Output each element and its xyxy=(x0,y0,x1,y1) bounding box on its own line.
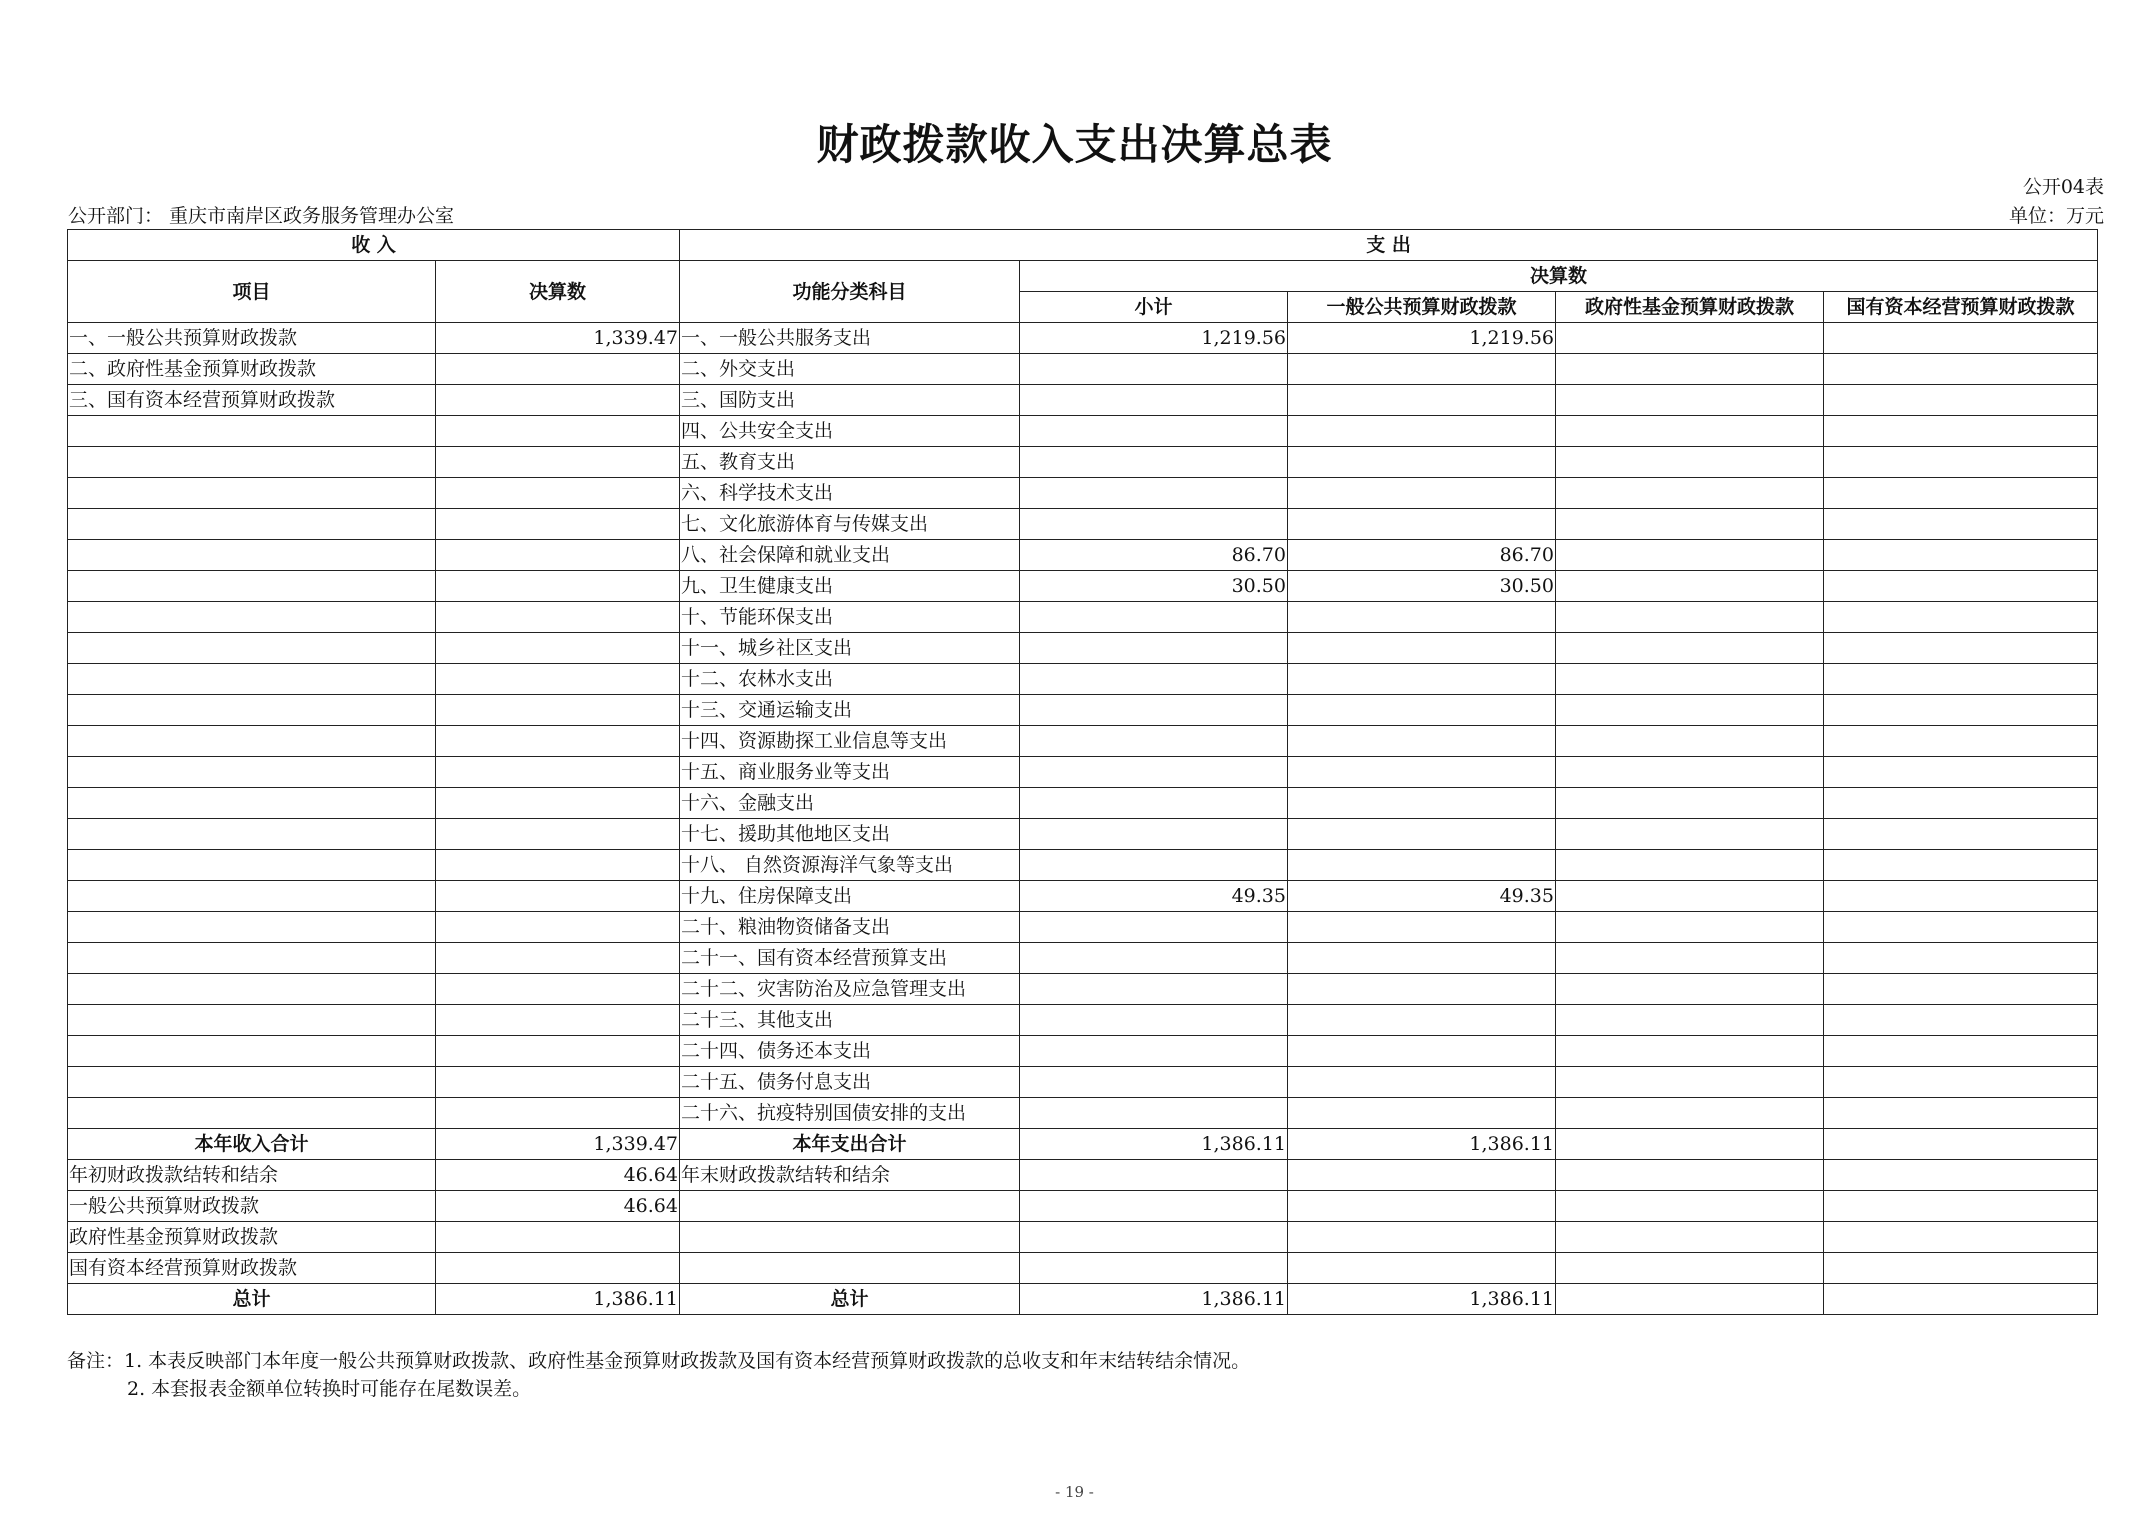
note-line-1: 备注：1. 本表反映部门本年度一般公共预算财政拨款、政府性基金预算财政拨款及国有资本经营预算财政拨款的总收支和年末结转结余情况。 xyxy=(67,1350,1251,1372)
expense-gov-fund xyxy=(1556,416,1824,447)
amount-header: 决算数 xyxy=(436,261,680,323)
income-item xyxy=(68,509,436,540)
expense-category: 五、教育支出 xyxy=(680,447,1020,478)
income-item xyxy=(68,726,436,757)
income-item xyxy=(68,571,436,602)
table-row xyxy=(68,726,2098,757)
empty-cell xyxy=(1556,1160,1824,1191)
year-expense-state-capital xyxy=(1824,1129,2098,1160)
expense-subtotal xyxy=(1020,850,1288,881)
expense-category: 六、科学技术支出 xyxy=(680,478,1020,509)
page-title: 财政拨款收入支出决算总表 xyxy=(816,120,1333,169)
expense-subtotal: 86.70 xyxy=(1020,540,1288,571)
income-amount xyxy=(436,509,680,540)
income-amount xyxy=(436,881,680,912)
expense-category: 九、卫生健康支出 xyxy=(680,571,1020,602)
income-item xyxy=(68,1098,436,1129)
income-header: 收 入 xyxy=(68,230,680,261)
table-row xyxy=(68,447,2098,478)
expense-general xyxy=(1288,943,1556,974)
table-row xyxy=(68,633,2098,664)
note-line-2: 2. 本套报表金额单位转换时可能存在尾数误差。 xyxy=(127,1378,532,1400)
expense-state-capital xyxy=(1824,788,2098,819)
gov-fund-header: 政府性基金预算财政拨款 xyxy=(1556,292,1824,323)
expense-state-capital xyxy=(1824,478,2098,509)
income-amount xyxy=(436,757,680,788)
expense-gov-fund xyxy=(1556,540,1824,571)
expense-gov-fund xyxy=(1556,1098,1824,1129)
income-item: 一、一般公共预算财政拨款 xyxy=(68,323,436,354)
income-item xyxy=(68,850,436,881)
income-amount xyxy=(436,1036,680,1067)
income-amount xyxy=(436,602,680,633)
expense-state-capital xyxy=(1824,323,2098,354)
expense-gov-fund xyxy=(1556,1005,1824,1036)
expense-gov-fund xyxy=(1556,757,1824,788)
begin-general-value: 46.64 xyxy=(436,1191,680,1222)
table-row xyxy=(68,1036,2098,1067)
expense-state-capital xyxy=(1824,633,2098,664)
expense-category: 三、国防支出 xyxy=(680,385,1020,416)
table-row xyxy=(68,881,2098,912)
expense-general: 86.70 xyxy=(1288,540,1556,571)
expense-gov-fund xyxy=(1556,509,1824,540)
income-amount xyxy=(436,478,680,509)
expense-gov-fund xyxy=(1556,881,1824,912)
begin-gov-fund-label: 政府性基金预算财政拨款 xyxy=(68,1222,436,1253)
unit-label: 单位：万元 xyxy=(2008,205,2104,227)
expense-category: 八、社会保障和就业支出 xyxy=(680,540,1020,571)
empty-cell xyxy=(1824,1191,2098,1222)
year-total-row xyxy=(68,1129,2098,1160)
expense-state-capital xyxy=(1824,571,2098,602)
expense-gov-fund xyxy=(1556,385,1824,416)
income-item xyxy=(68,974,436,1005)
expense-general xyxy=(1288,416,1556,447)
expense-state-capital xyxy=(1824,540,2098,571)
expense-gov-fund xyxy=(1556,571,1824,602)
empty-cell xyxy=(1288,1191,1556,1222)
income-item xyxy=(68,819,436,850)
expense-subtotal xyxy=(1020,664,1288,695)
income-amount: 1,339.47 xyxy=(436,323,680,354)
table-row xyxy=(68,478,2098,509)
expense-state-capital xyxy=(1824,354,2098,385)
income-item xyxy=(68,540,436,571)
expense-gov-fund xyxy=(1556,819,1824,850)
income-item: 二、政府性基金预算财政拨款 xyxy=(68,354,436,385)
expense-gov-fund xyxy=(1556,1036,1824,1067)
income-amount xyxy=(436,354,680,385)
expense-subtotal xyxy=(1020,385,1288,416)
expense-subtotal xyxy=(1020,478,1288,509)
expense-category: 二、外交支出 xyxy=(680,354,1020,385)
begin-general-label: 一般公共预算财政拨款 xyxy=(68,1191,436,1222)
expense-subtotal xyxy=(1020,1036,1288,1067)
income-amount xyxy=(436,571,680,602)
expense-subtotal: 1,219.56 xyxy=(1020,323,1288,354)
expense-gov-fund xyxy=(1556,447,1824,478)
expense-category: 十三、交通运输支出 xyxy=(680,695,1020,726)
table-row xyxy=(68,757,2098,788)
income-amount xyxy=(436,540,680,571)
empty-cell xyxy=(1020,1160,1288,1191)
table-row xyxy=(68,416,2098,447)
expense-state-capital xyxy=(1824,385,2098,416)
table-row xyxy=(68,695,2098,726)
empty-cell xyxy=(1824,1284,2098,1315)
expense-general xyxy=(1288,602,1556,633)
expense-gov-fund xyxy=(1556,943,1824,974)
expense-general xyxy=(1288,385,1556,416)
income-item xyxy=(68,1067,436,1098)
expense-state-capital xyxy=(1824,416,2098,447)
income-item xyxy=(68,633,436,664)
empty-cell xyxy=(1556,1191,1824,1222)
income-amount xyxy=(436,447,680,478)
empty-cell xyxy=(1556,1253,1824,1284)
empty-cell xyxy=(1824,1253,2098,1284)
year-expense-subtotal: 1,386.11 xyxy=(1020,1129,1288,1160)
year-income-value: 1,339.47 xyxy=(436,1129,680,1160)
expense-category: 十九、住房保障支出 xyxy=(680,881,1020,912)
expense-state-capital xyxy=(1824,757,2098,788)
income-item xyxy=(68,1005,436,1036)
expense-category: 一、一般公共服务支出 xyxy=(680,323,1020,354)
income-amount xyxy=(436,664,680,695)
empty-cell xyxy=(1288,1253,1556,1284)
income-amount xyxy=(436,850,680,881)
expense-category: 二十一、国有资本经营预算支出 xyxy=(680,943,1020,974)
table-row xyxy=(68,664,2098,695)
income-item xyxy=(68,695,436,726)
expense-state-capital xyxy=(1824,695,2098,726)
empty-cell xyxy=(1288,1160,1556,1191)
table-row xyxy=(68,912,2098,943)
expense-subtotal xyxy=(1020,1067,1288,1098)
expense-subtotal xyxy=(1020,726,1288,757)
income-amount xyxy=(436,974,680,1005)
expense-general xyxy=(1288,664,1556,695)
expense-category: 二十三、其他支出 xyxy=(680,1005,1020,1036)
income-item xyxy=(68,881,436,912)
expense-state-capital xyxy=(1824,602,2098,633)
income-amount xyxy=(436,912,680,943)
expense-general xyxy=(1288,819,1556,850)
year-expense-gov-fund xyxy=(1556,1129,1824,1160)
header-row-2 xyxy=(68,261,2098,292)
empty-cell xyxy=(436,1222,680,1253)
expense-subtotal xyxy=(1020,912,1288,943)
expense-subtotal: 30.50 xyxy=(1020,571,1288,602)
income-amount xyxy=(436,943,680,974)
expense-subtotal xyxy=(1020,354,1288,385)
empty-cell xyxy=(680,1191,1020,1222)
empty-cell xyxy=(1288,1222,1556,1253)
table-row xyxy=(68,974,2098,1005)
income-amount xyxy=(436,416,680,447)
table-row xyxy=(68,788,2098,819)
item-header: 项目 xyxy=(68,261,436,323)
expense-category: 二十、粮油物资储备支出 xyxy=(680,912,1020,943)
expense-subtotal xyxy=(1020,695,1288,726)
expense-general xyxy=(1288,974,1556,1005)
expense-category: 二十二、灾害防治及应急管理支出 xyxy=(680,974,1020,1005)
income-amount xyxy=(436,1005,680,1036)
begin-state-capital-label: 国有资本经营预算财政拨款 xyxy=(68,1253,436,1284)
expense-state-capital xyxy=(1824,726,2098,757)
income-amount xyxy=(436,1067,680,1098)
expense-header: 支 出 xyxy=(680,230,2098,261)
table-row xyxy=(68,1067,2098,1098)
header-row-1 xyxy=(68,230,2098,261)
expense-general xyxy=(1288,788,1556,819)
expense-subtotal: 49.35 xyxy=(1020,881,1288,912)
income-item xyxy=(68,602,436,633)
empty-cell xyxy=(1020,1191,1288,1222)
income-item xyxy=(68,943,436,974)
income-amount xyxy=(436,633,680,664)
notes xyxy=(67,1347,1250,1403)
table-row xyxy=(68,819,2098,850)
expense-gov-fund xyxy=(1556,478,1824,509)
expense-general: 49.35 xyxy=(1288,881,1556,912)
expense-general: 1,219.56 xyxy=(1288,323,1556,354)
expense-subtotal xyxy=(1020,788,1288,819)
expense-subtotal xyxy=(1020,447,1288,478)
expense-general xyxy=(1288,509,1556,540)
expense-gov-fund xyxy=(1556,602,1824,633)
income-amount xyxy=(436,1098,680,1129)
expense-general xyxy=(1288,1036,1556,1067)
income-item xyxy=(68,664,436,695)
begin-state-capital-row xyxy=(68,1253,2098,1284)
expense-state-capital xyxy=(1824,509,2098,540)
expense-state-capital xyxy=(1824,1098,2098,1129)
empty-cell xyxy=(1824,1222,2098,1253)
expense-subtotal xyxy=(1020,1098,1288,1129)
expense-state-capital xyxy=(1824,881,2098,912)
subtotal-header: 小计 xyxy=(1020,292,1288,323)
year-expense-label: 本年支出合计 xyxy=(680,1129,1020,1160)
income-amount xyxy=(436,788,680,819)
grand-total-row xyxy=(68,1284,2098,1315)
expense-category: 七、文化旅游体育与传媒支出 xyxy=(680,509,1020,540)
expense-gov-fund xyxy=(1556,974,1824,1005)
general-header: 一般公共预算财政拨款 xyxy=(1288,292,1556,323)
year-expense-general: 1,386.11 xyxy=(1288,1129,1556,1160)
expense-state-capital xyxy=(1824,447,2098,478)
expense-gov-fund xyxy=(1556,850,1824,881)
category-header: 功能分类科目 xyxy=(680,261,1020,323)
income-item xyxy=(68,1036,436,1067)
department-label: 公开部门： 重庆市南岸区政务服务管理办公室 xyxy=(68,205,455,227)
table-row xyxy=(68,354,2098,385)
table-row xyxy=(68,509,2098,540)
table-row xyxy=(68,943,2098,974)
expense-subtotal xyxy=(1020,1005,1288,1036)
expense-state-capital xyxy=(1824,943,2098,974)
table-row xyxy=(68,540,2098,571)
expense-category: 二十四、债务还本支出 xyxy=(680,1036,1020,1067)
expense-gov-fund xyxy=(1556,664,1824,695)
amount-group-header: 决算数 xyxy=(1020,261,2098,292)
expense-category: 二十六、抗疫特别国债安排的支出 xyxy=(680,1098,1020,1129)
expense-general xyxy=(1288,1067,1556,1098)
grand-expense-subtotal: 1,386.11 xyxy=(1020,1284,1288,1315)
begin-balance-value: 46.64 xyxy=(436,1160,680,1191)
state-capital-header: 国有资本经营预算财政拨款 xyxy=(1824,292,2098,323)
table-row xyxy=(68,850,2098,881)
income-amount xyxy=(436,385,680,416)
expense-general xyxy=(1288,633,1556,664)
table-row xyxy=(68,323,2098,354)
balance-row xyxy=(68,1160,2098,1191)
expense-state-capital xyxy=(1824,819,2098,850)
expense-subtotal xyxy=(1020,757,1288,788)
expense-state-capital xyxy=(1824,1036,2098,1067)
income-amount xyxy=(436,726,680,757)
expense-category: 十一、城乡社区支出 xyxy=(680,633,1020,664)
expense-category: 十二、农林水支出 xyxy=(680,664,1020,695)
expense-gov-fund xyxy=(1556,912,1824,943)
expense-general: 30.50 xyxy=(1288,571,1556,602)
expense-category: 二十五、债务付息支出 xyxy=(680,1067,1020,1098)
expense-category: 十四、资源勘探工业信息等支出 xyxy=(680,726,1020,757)
expense-state-capital xyxy=(1824,850,2098,881)
expense-subtotal xyxy=(1020,943,1288,974)
expense-gov-fund xyxy=(1556,1067,1824,1098)
expense-gov-fund xyxy=(1556,726,1824,757)
empty-cell xyxy=(680,1222,1020,1253)
expense-general xyxy=(1288,850,1556,881)
expense-subtotal xyxy=(1020,633,1288,664)
expense-gov-fund xyxy=(1556,788,1824,819)
income-item xyxy=(68,788,436,819)
expense-category: 十五、商业服务业等支出 xyxy=(680,757,1020,788)
expense-gov-fund xyxy=(1556,354,1824,385)
table-row xyxy=(68,385,2098,416)
empty-cell xyxy=(1020,1222,1288,1253)
expense-state-capital xyxy=(1824,1005,2098,1036)
expense-gov-fund xyxy=(1556,633,1824,664)
empty-cell xyxy=(680,1253,1020,1284)
income-item xyxy=(68,416,436,447)
income-item xyxy=(68,912,436,943)
grand-income-label: 总计 xyxy=(68,1284,436,1315)
begin-general-row xyxy=(68,1191,2098,1222)
grand-expense-label: 总计 xyxy=(680,1284,1020,1315)
expense-general xyxy=(1288,354,1556,385)
expense-gov-fund xyxy=(1556,695,1824,726)
income-item xyxy=(68,757,436,788)
page-number: - 19 - xyxy=(1055,1483,1094,1501)
expense-category: 四、公共安全支出 xyxy=(680,416,1020,447)
expense-gov-fund xyxy=(1556,323,1824,354)
begin-balance-label: 年初财政拨款结转和结余 xyxy=(68,1160,436,1191)
income-item: 三、国有资本经营预算财政拨款 xyxy=(68,385,436,416)
begin-gov-fund-row xyxy=(68,1222,2098,1253)
expense-category: 十八、 自然资源海洋气象等支出 xyxy=(680,850,1020,881)
expense-subtotal xyxy=(1020,974,1288,1005)
expense-state-capital xyxy=(1824,1067,2098,1098)
expense-general xyxy=(1288,757,1556,788)
table-row xyxy=(68,602,2098,633)
expense-general xyxy=(1288,726,1556,757)
expense-general xyxy=(1288,1098,1556,1129)
expense-state-capital xyxy=(1824,664,2098,695)
expense-category: 十、节能环保支出 xyxy=(680,602,1020,633)
empty-cell xyxy=(1556,1222,1824,1253)
year-income-label: 本年收入合计 xyxy=(68,1129,436,1160)
income-item xyxy=(68,447,436,478)
income-amount xyxy=(436,695,680,726)
expense-general xyxy=(1288,695,1556,726)
expense-general xyxy=(1288,478,1556,509)
table-row xyxy=(68,1005,2098,1036)
expense-category: 十七、援助其他地区支出 xyxy=(680,819,1020,850)
expense-general xyxy=(1288,447,1556,478)
expense-general xyxy=(1288,1005,1556,1036)
expense-subtotal xyxy=(1020,602,1288,633)
grand-income-value: 1,386.11 xyxy=(436,1284,680,1315)
expense-subtotal xyxy=(1020,509,1288,540)
empty-cell xyxy=(1020,1253,1288,1284)
expense-category: 十六、金融支出 xyxy=(680,788,1020,819)
empty-cell xyxy=(436,1253,680,1284)
empty-cell xyxy=(1556,1284,1824,1315)
table-row xyxy=(68,1098,2098,1129)
form-number: 公开04表 xyxy=(2022,176,2104,198)
table-row xyxy=(68,571,2098,602)
income-amount xyxy=(436,819,680,850)
budget-table xyxy=(67,229,2098,1315)
expense-subtotal xyxy=(1020,819,1288,850)
income-item xyxy=(68,478,436,509)
empty-cell xyxy=(1824,1160,2098,1191)
end-balance-label: 年末财政拨款结转和结余 xyxy=(680,1160,1020,1191)
expense-state-capital xyxy=(1824,974,2098,1005)
expense-subtotal xyxy=(1020,416,1288,447)
grand-expense-general: 1,386.11 xyxy=(1288,1284,1556,1315)
expense-state-capital xyxy=(1824,912,2098,943)
expense-general xyxy=(1288,912,1556,943)
